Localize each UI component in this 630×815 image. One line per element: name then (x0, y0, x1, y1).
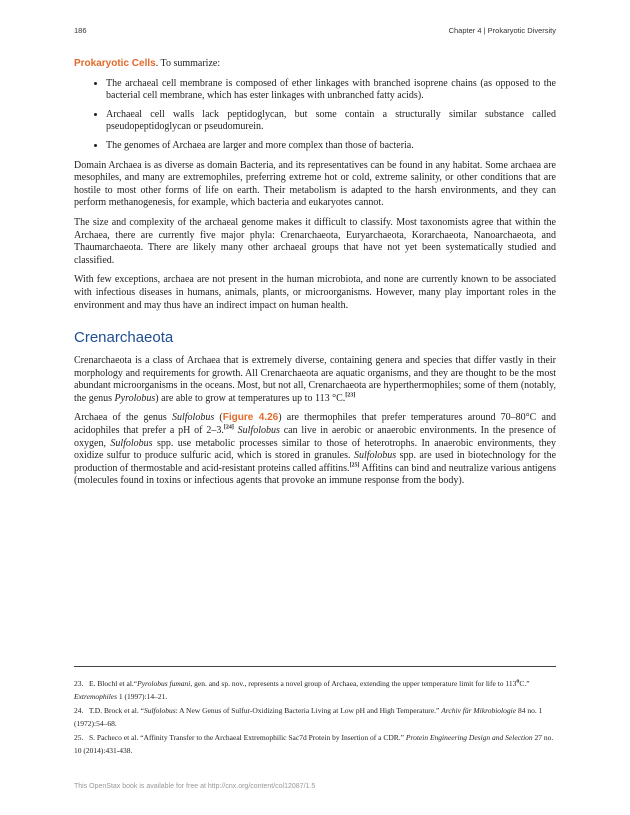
journal-name: Archiv für Mikrobiologie (441, 706, 517, 715)
lead-term-link[interactable]: Prokaryotic Cells (74, 58, 156, 69)
footnote-number: 25. (74, 733, 84, 742)
text-run: can live in aerobic or anaerobic environments. In the presence of oxygen, (74, 425, 556, 449)
body-paragraph: The size and complexity of the archaeal genome makes it difficult to classify. Most taxonomists agree that within the Archaea, there are currently five major phyla: Crenarchaeota, Euryarchaeota, Korarchaeota, Nanoarchaeota, and Thaumarchaeota. There are likely many other archaeal groups that have not yet been systematically studied and classified. (74, 216, 556, 266)
text-run: 84 no. 1 (1972):54–68. (74, 706, 543, 728)
page-number: 186 (74, 26, 87, 35)
body-paragraph: With few exceptions, archaea are not present in the human microbiota, and none are currently known to be associated with infectious diseases in humans, animals, plants, or microorganisms. However, many play important roles in the environment and may thus have an indirect impact on human health. (74, 274, 556, 311)
footnote-number: 23. (74, 679, 84, 688)
sulfolobus-paragraph (74, 412, 556, 488)
footnote-divider (74, 666, 556, 667)
text-run: Crenarchaeota is a class of Archaea that is extremely diverse, containing genera and species that differ vastly in their morphology and requirements for growth. All Crenarchaeota are aquatic organisms, and they are thought to be the most abundant microorganisms in the oceans. Most, but not all, Crenarchaeota are hyperthermophiles; some of them (notably, the genus (74, 355, 556, 404)
text-run: Affitins can bind and neutralize various antigens (molecules found in toxins or infectious agents that provoke an immune response from the body). (74, 462, 556, 487)
text-run: spp. use metabolic processes similar to those of heterotrophs. In anaerobic environments, they oxidize sulfur to produce sulfuric acid, which is stored in granules. (74, 437, 556, 462)
section-heading: Crenarchaeota (74, 329, 174, 347)
intro-paragraph (74, 58, 556, 71)
text-run: T.D. Brock et al. “ (88, 706, 144, 715)
page-footer: This OpenStax book is available for free at http://cnx.org/content/col12087/1.5 (74, 783, 316, 790)
list-item: • The archaeal cell membrane is composed of ether linkages with branched isoprene chains (as opposed to the bacterial cell membrane, which has ester linkages with unbranched fatty acids). (106, 78, 556, 103)
footnotes (74, 677, 556, 758)
text-run: spp. are used in biotechnology for the production of thermostable and acid-resistant proteins called affitins. (74, 450, 557, 474)
text-run: Archaea of the genus (74, 412, 172, 424)
text-run: ) are thermophiles that prefer temperatures around 70–80°C and acidophiles that prefer a pH of 2–3. (74, 412, 556, 437)
text-run: E. Blochl et al.“ (89, 679, 138, 688)
genus-name: Pyrolobus (114, 392, 156, 404)
genus-name: Sulfolobus (110, 437, 153, 449)
genus-name: Sulfolobus (353, 450, 397, 462)
footnote-23 (74, 677, 556, 703)
footnote-24 (74, 704, 556, 730)
text-run: ) are able to grow at temperatures up to 113 °C. (155, 392, 346, 404)
footnote-ref-25[interactable]: [25] (349, 462, 360, 469)
text-run: ( (214, 412, 223, 424)
main-content (74, 58, 556, 495)
footnote-ref-23[interactable]: [23] (345, 392, 356, 399)
summary-list (74, 78, 556, 153)
text-run: C.” (519, 679, 530, 688)
italic-run: Pyrolobus fumani (137, 679, 191, 688)
text-run: 27 no. 10 (2014):431-438. (74, 733, 554, 755)
footnote-ref-24[interactable]: [24] (223, 424, 234, 431)
intro-text: . To summarize: (155, 58, 221, 69)
text-run: , gen. and sp. nov., represents a novel group of Archaea, extending the upper temperature limit for life to 113 (190, 679, 517, 688)
list-item: • The genomes of Archaea are larger and more complex than those of bacteria. (106, 140, 556, 153)
journal-name: Protein Engineering Design and Selection (405, 733, 533, 742)
footnote-25 (74, 731, 556, 757)
footnote-number: 24. (74, 706, 84, 715)
crenarchaeota-paragraph (74, 355, 556, 405)
list-item: • Archaeal cell walls lack peptidoglycan, but some contain a structurally similar substance called pseudopeptidoglycan or pseudomurein. (106, 109, 556, 134)
figure-link[interactable]: Figure 4.26 (222, 412, 279, 424)
italic-run: Sulfolobus (143, 706, 176, 715)
text-run: 1 (1997):14–21. (117, 692, 168, 701)
body-paragraph: Domain Archaea is as diverse as domain Bacteria, and its representatives can be found in any habitat. Some archaea are mesophiles, and many are extremophiles, preferring extreme hot or cold, extreme salinity, or other conditions that are hostile to most other forms of life on earth. Their metabolism is adapted to the harsh environments, and they can perform methanogenesis, for example, which bacteria and eukaryotes cannot. (74, 159, 556, 209)
text-run: : A New Genus of Sulfur-Oxidizing Bacteria Living at Low pH and High Temperature.” (175, 706, 442, 715)
running-head: Chapter 4 | Prokaryotic Diversity (448, 26, 556, 35)
genus-name: Sulfolobus (237, 425, 280, 437)
degree-mark: o (516, 678, 520, 685)
journal-name: Extremophiles (74, 692, 118, 701)
text-run: S. Pacheco et al. “Affinity Transfer to the Archaeal Extremophilic Sac7d Protein by Insertion of a CDR.” (89, 733, 406, 742)
genus-name: Sulfolobus (171, 412, 215, 424)
